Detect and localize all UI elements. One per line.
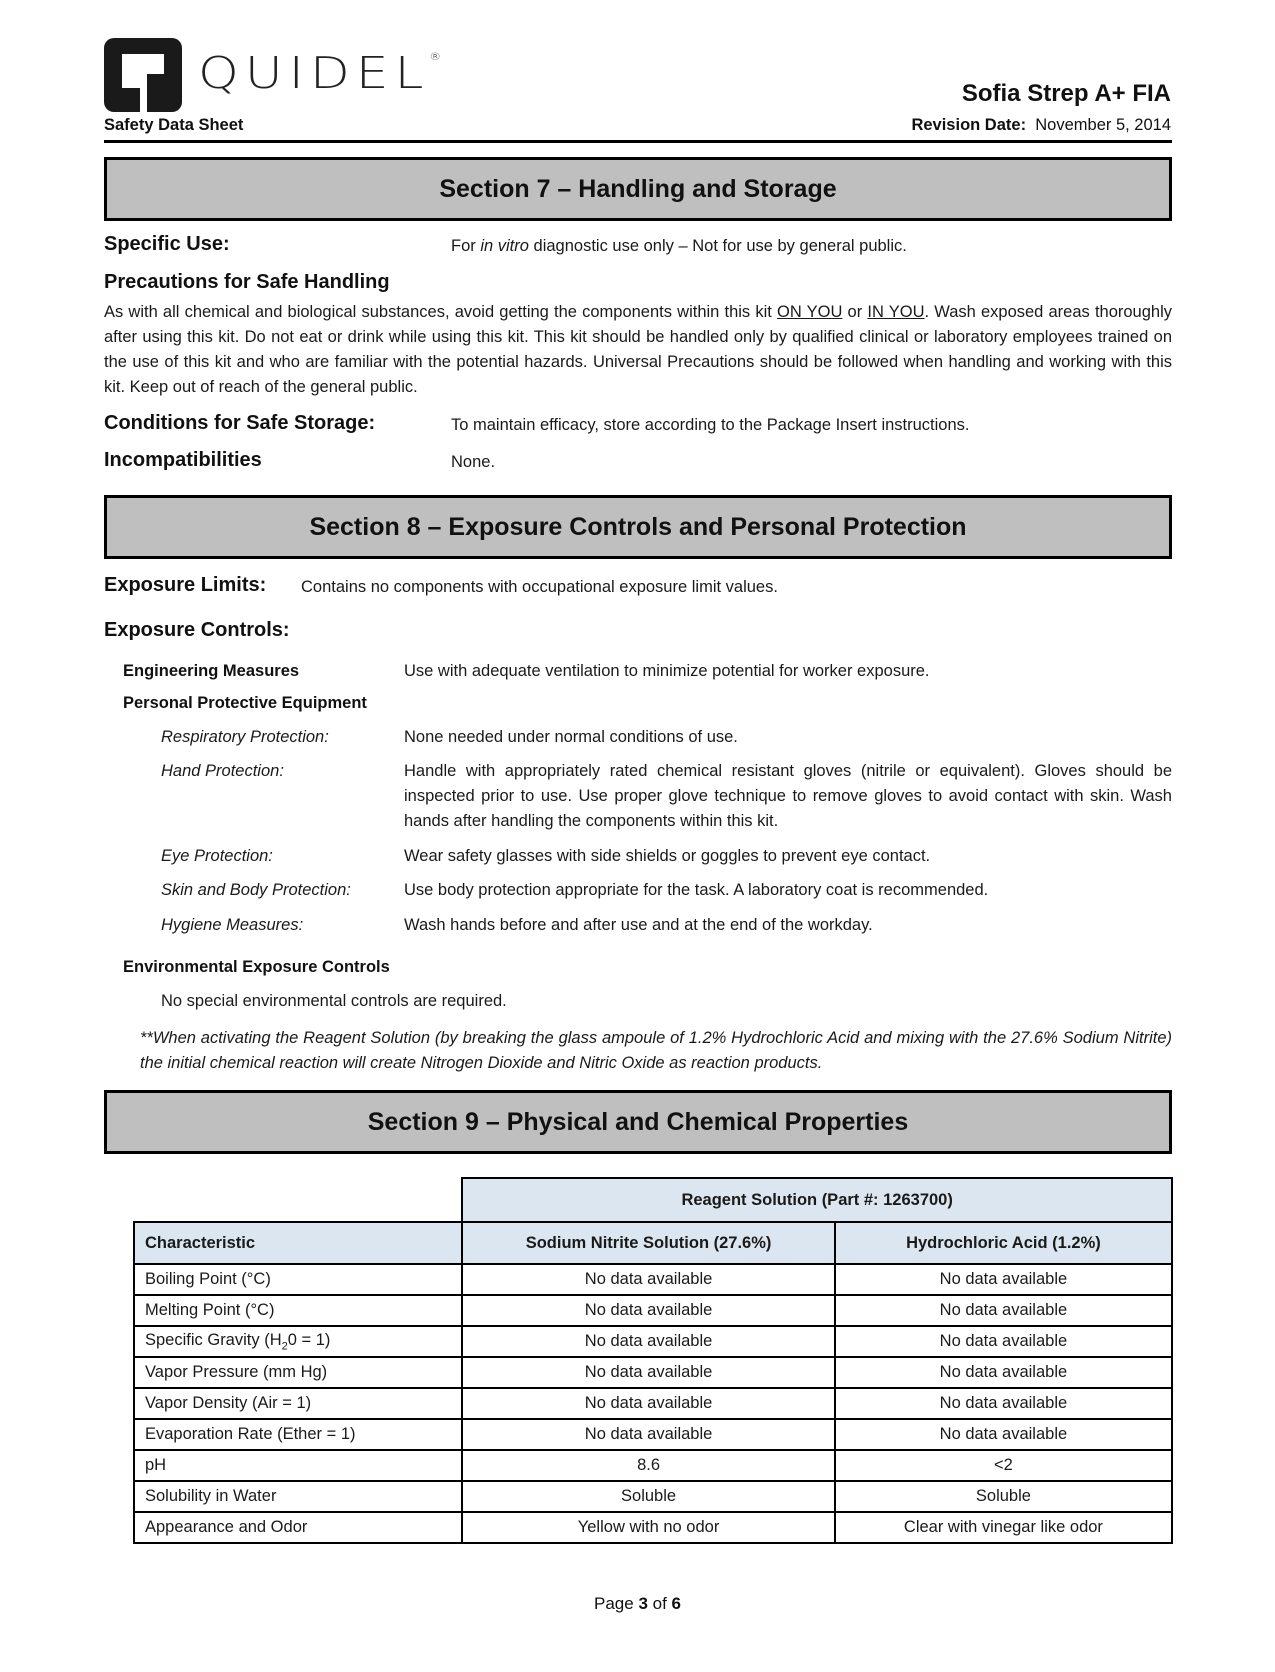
- characteristic-cell: Appearance and Odor: [134, 1512, 462, 1543]
- hydrochloric-acid-cell: No data available: [835, 1388, 1172, 1419]
- sodium-nitrite-cell: No data available: [462, 1419, 835, 1450]
- hygiene-label: Hygiene Measures:: [161, 916, 304, 934]
- properties-table: [133, 1177, 1173, 1544]
- ppe-label: Personal Protective Equipment: [123, 694, 367, 712]
- table-row: [134, 1481, 1172, 1512]
- table-row: [134, 1388, 1172, 1419]
- hydrochloric-acid-cell: No data available: [835, 1326, 1172, 1357]
- specific-use-label: Specific Use:: [104, 233, 230, 255]
- hand-label: Hand Protection:: [161, 762, 284, 780]
- eye-label: Eye Protection:: [161, 847, 273, 865]
- characteristic-cell: Solubility in Water: [134, 1481, 462, 1512]
- table-row: [134, 1512, 1172, 1543]
- characteristic-cell: pH: [134, 1450, 462, 1481]
- characteristic-cell: Boiling Point (°C): [134, 1264, 462, 1295]
- sodium-nitrite-cell: No data available: [462, 1264, 835, 1295]
- sodium-nitrite-cell: Yellow with no odor: [462, 1512, 835, 1543]
- table-row: [134, 1450, 1172, 1481]
- header-divider: [104, 140, 1172, 143]
- section-9-header: Section 9 – Physical and Chemical Properties: [104, 1090, 1172, 1154]
- hydrochloric-acid-cell: Clear with vinegar like odor: [835, 1512, 1172, 1543]
- hydrochloric-acid-cell: Soluble: [835, 1481, 1172, 1512]
- respiratory-value: None needed under normal conditions of use.: [404, 728, 738, 746]
- hydrochloric-acid-cell: No data available: [835, 1419, 1172, 1450]
- page-number: Page 3 of 6: [594, 1594, 681, 1613]
- table-row: [134, 1357, 1172, 1388]
- table-row: [134, 1295, 1172, 1326]
- storage-value: To maintain efficacy, store according to the Package Insert instructions.: [451, 416, 970, 434]
- column-header-characteristic: Characteristic: [134, 1222, 462, 1264]
- hydrochloric-acid-cell: No data available: [835, 1357, 1172, 1388]
- hand-value: Handle with appropriately rated chemical resistant gloves (nitrile or equivalent). Gloves should be inspected prior to use. Use proper glove technique to remove gloves to avoid contact with skin. Wash hands after handling the components within this kit.: [404, 762, 1172, 830]
- reagent-solution-header: Reagent Solution (Part #: 1263700): [462, 1178, 1172, 1222]
- engineering-measures-label: Engineering Measures: [123, 662, 300, 680]
- column-header-hydrochloric-acid: Hydrochloric Acid (1.2%): [835, 1222, 1172, 1264]
- hydrochloric-acid-cell: <2: [835, 1450, 1172, 1481]
- table-group-header-row: [134, 1178, 1172, 1222]
- hydrochloric-acid-cell: No data available: [835, 1264, 1172, 1295]
- specific-use-value: For in vitro diagnostic use only – Not for use by general public.: [451, 237, 907, 255]
- table-row: [134, 1264, 1172, 1295]
- section-7-header: Section 7 – Handling and Storage: [104, 157, 1172, 221]
- incompatibilities-value: None.: [451, 453, 496, 471]
- section-8-header: Section 8 – Exposure Controls and Personal Protection: [104, 495, 1172, 559]
- product-name: Sofia Strep A+ FIA: [961, 80, 1171, 107]
- characteristic-cell: Specific Gravity $(H_20 = 1)$: [134, 1326, 462, 1357]
- characteristic-cell: Vapor Density (Air = 1): [134, 1388, 462, 1419]
- precautions-label: Precautions for Safe Handling: [104, 271, 390, 293]
- skin-value: Use body protection appropriate for the task. A laboratory coat is recommended.: [404, 881, 989, 899]
- exposure-limits-label: Exposure Limits:: [104, 574, 267, 596]
- sodium-nitrite-cell: Soluble: [462, 1481, 835, 1512]
- characteristic-cell: Melting Point (°C): [134, 1295, 462, 1326]
- environmental-label: Environmental Exposure Controls: [123, 958, 390, 976]
- incompatibilities-label: Incompatibilities: [104, 449, 262, 471]
- engineering-measures-value: Use with adequate ventilation to minimize potential for worker exposure.: [404, 662, 930, 680]
- characteristic-cell: Vapor Pressure (mm Hg): [134, 1357, 462, 1388]
- respiratory-label: Respiratory Protection:: [161, 728, 329, 746]
- sodium-nitrite-cell: No data available: [462, 1326, 835, 1357]
- sodium-nitrite-cell: 8.6: [462, 1450, 835, 1481]
- environmental-value: No special environmental controls are required.: [161, 992, 507, 1010]
- table-row: [134, 1419, 1172, 1450]
- activation-note: **When activating the Reagent Solution (by breaking the glass ampoule of 1.2% Hydrochloric Acid and mixing with the 27.6% Sodium Nitrite) the initial chemical reaction will create Nitrogen Dioxide and Nitric Oxide as reaction products.: [140, 1029, 1172, 1072]
- quidel-logo-icon: [104, 38, 182, 112]
- exposure-limits-value: Contains no components with occupational exposure limit values.: [301, 578, 778, 596]
- hydrochloric-acid-cell: No data available: [835, 1295, 1172, 1326]
- skin-label: Skin and Body Protection:: [161, 881, 351, 899]
- table-column-header-row: [134, 1222, 1172, 1264]
- characteristic-cell: Evaporation Rate (Ether = 1): [134, 1419, 462, 1450]
- hygiene-value: Wash hands before and after use and at the end of the workday.: [404, 916, 873, 934]
- sodium-nitrite-cell: No data available: [462, 1388, 835, 1419]
- column-header-sodium-nitrite: Sodium Nitrite Solution (27.6%): [462, 1222, 835, 1264]
- eye-value: Wear safety glasses with side shields or goggles to prevent eye contact.: [404, 847, 931, 865]
- storage-label: Conditions for Safe Storage:: [104, 412, 376, 434]
- exposure-controls-label: Exposure Controls:: [104, 619, 290, 641]
- document-type: Safety Data Sheet: [104, 116, 244, 134]
- sodium-nitrite-cell: No data available: [462, 1357, 835, 1388]
- sodium-nitrite-cell: No data available: [462, 1295, 835, 1326]
- table-row: [134, 1326, 1172, 1357]
- revision-date: Revision Date: November 5, 2014: [911, 116, 1171, 134]
- brand-wordmark: QUIDEL®: [198, 48, 442, 99]
- table-empty-cell: [134, 1178, 462, 1222]
- precautions-text: As with all chemical and biological substances, avoid getting the components within this kit ON YOU or IN YOU. Wash exposed areas thoroughly after using this kit. Do not eat or drink while using this kit. This kit should be handled only by qualified clinical or laboratory employees trained on the use of this kit and who are familiar with the potential hazards. Universal Precautions should be followed when handling and working with this kit. Keep out of reach of the general public.: [104, 303, 1172, 396]
